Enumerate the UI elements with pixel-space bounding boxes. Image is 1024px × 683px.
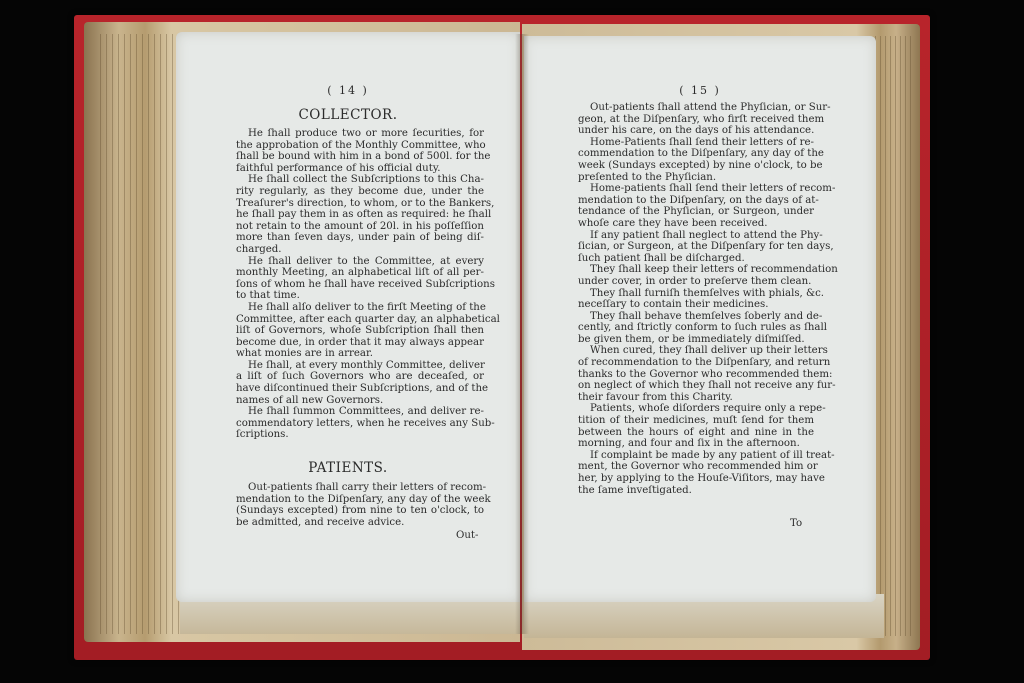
text-line: ſhall be bound with him in a bond of 500l. for the <box>236 151 491 163</box>
text-line: her, by applying to the Houſe-Viſitors, may have <box>578 473 825 484</box>
text-line: ſuch patient ſhall be diſcharged. <box>578 252 745 264</box>
text-line: tendance of the Phyſician, or Surgeon, under <box>578 206 814 218</box>
text-line: between the hours of eight and nine in the <box>578 426 814 438</box>
text-line: ſcriptions. <box>236 429 289 441</box>
text-line: tition of their medicines, muſt ſend for them <box>578 415 814 427</box>
text-line: They ſhall furniſh themſelves with phials, &c. <box>590 287 825 299</box>
text-line: Home-patients ſhall ſend their letters of recom- <box>590 183 836 195</box>
text-line: whoſe care they have been received. <box>578 217 768 229</box>
right-page <box>524 36 876 602</box>
text-line: faithful performance of his official duty. <box>236 162 441 174</box>
text-line: a liſt of ſuch Governors who are deceaſed, or <box>236 371 484 383</box>
text-line: names of all new Governors. <box>236 394 384 406</box>
text-line: He ſhall, at every monthly Committee, deliver <box>248 359 485 371</box>
text-line: ſons of whom he ſhall have received Subſcriptions <box>236 278 495 290</box>
text-line: monthly Meeting, an alphabetical liſt of all per- <box>236 267 484 279</box>
text-line: under his care, on the days of his attendance. <box>578 125 815 137</box>
text-line: to that time. <box>236 290 300 302</box>
text-line: under cover, in order to preſerve them clean. <box>578 275 812 287</box>
text-line: he ſhall pay them in as often as required: he ſhall <box>236 209 492 221</box>
text-line: thanks to the Governor who recommended them: <box>578 368 833 380</box>
text-line: If complaint be made by any patient of ill treat- <box>590 449 835 461</box>
text-line: more than ſeven days, under pain of being diſ- <box>236 232 484 244</box>
text-line: Committee, after each quarter day, an alphabetical <box>236 313 500 325</box>
text-line: cently, and ſtrictly conform to ſuch rules as ſhall <box>578 322 827 334</box>
text-line: If any patient ſhall neglect to attend the Phy- <box>590 229 823 241</box>
text-line: Home-Patients ſhall ſend their letters of re- <box>590 136 814 148</box>
text-line: He ſhall collect the Subſcriptions to this Cha- <box>248 174 484 186</box>
text-line: (Sundays excepted) from nine to ten o'clock, to <box>236 505 484 517</box>
heading-collector: COLLECTOR. <box>298 107 398 123</box>
collector-section-text <box>236 128 500 441</box>
text-line: week (Sundays excepted) by nine o'clock, to be <box>578 159 823 171</box>
text-line: preſented to the Phyſician. <box>578 171 717 183</box>
text-line: mendation to the Diſpenſary, any day of the week <box>236 493 491 505</box>
text-line: charged. <box>236 243 282 255</box>
text-line: the ſame inveſtigated. <box>578 484 692 496</box>
text-line: They ſhall keep their letters of recommendation <box>590 264 838 276</box>
text-line: ſician, or Surgeon, at the Diſpenſary for ten days, <box>578 241 834 253</box>
text-line: commendation to the Diſpenſary, any day of the <box>578 148 824 160</box>
text-line: have diſcontinued their Subſcriptions, and of the <box>236 383 489 395</box>
catchword-left: Out- <box>456 530 479 541</box>
text-line: Treaſurer's direction, to whom, or to the Bankers, <box>236 197 495 209</box>
text-line: be given them, or be immediately diſmiſſed. <box>578 333 805 345</box>
text-line: not retain to the amount of 20l. in his poſſeſſion <box>236 220 484 232</box>
text-line: He ſhall deliver to the Committee, at every <box>248 255 484 267</box>
text-line: the approbation of the Monthly Committee, who <box>236 139 486 151</box>
right-page-text <box>578 102 838 496</box>
text-line: He ſhall ſummon Committees, and deliver re- <box>248 406 484 418</box>
page-number-left: ( 14 ) <box>327 84 369 97</box>
book-gutter <box>515 34 529 634</box>
text-line: Patients, whoſe diſorders require only a repe- <box>590 403 826 415</box>
text-line: neceſſary to contain their medicines. <box>578 299 769 311</box>
text-line: of recommendation to the Diſpenſary, and return <box>578 357 831 369</box>
text-line: mendation to the Diſpenſary, on the days of at- <box>578 194 819 206</box>
right-page-edges <box>870 36 914 636</box>
patients-section-text <box>236 482 491 528</box>
text-line: He ſhall produce two or more ſecurities, for <box>248 128 484 139</box>
text-line: ment, the Governor who recommended him or <box>578 461 818 473</box>
text-line: their favour from this Charity. <box>578 391 733 403</box>
text-line: When cured, they ſhall deliver up their letters <box>590 345 828 357</box>
heading-patients: PATIENTS. <box>308 460 388 476</box>
text-line: rity regularly, as they become due, under the <box>236 185 484 197</box>
text-line: on neglect of which they ſhall not receive any fur- <box>578 380 836 392</box>
text-line: He ſhall alſo deliver to the firſt Meeting of the <box>248 301 486 313</box>
left-page <box>176 32 520 602</box>
text-line: Out-patients ſhall attend the Phyſician, or Sur- <box>590 102 831 113</box>
text-line: commendatory letters, when he receives any Sub- <box>236 417 495 429</box>
text-line: geon, at the Diſpenſary, who firſt received them <box>578 113 825 125</box>
text-line: be admitted, and receive advice. <box>236 516 405 528</box>
text-line: become due, in order that it may always appear <box>236 336 484 348</box>
catchword-right: To <box>790 518 803 529</box>
text-line: morning, and four and ſix in the afternoon. <box>578 438 800 450</box>
page-number-right: ( 15 ) <box>679 84 721 97</box>
text-line: what monies are in arrear. <box>236 348 373 360</box>
text-line: Out-patients ſhall carry their letters of recom- <box>248 482 487 493</box>
text-line: liſt of Governors, whoſe Subſcription ſhall then <box>236 325 484 337</box>
text-line: They ſhall behave themſelves ſoberly and de- <box>590 310 823 322</box>
left-page-edges <box>100 34 180 634</box>
